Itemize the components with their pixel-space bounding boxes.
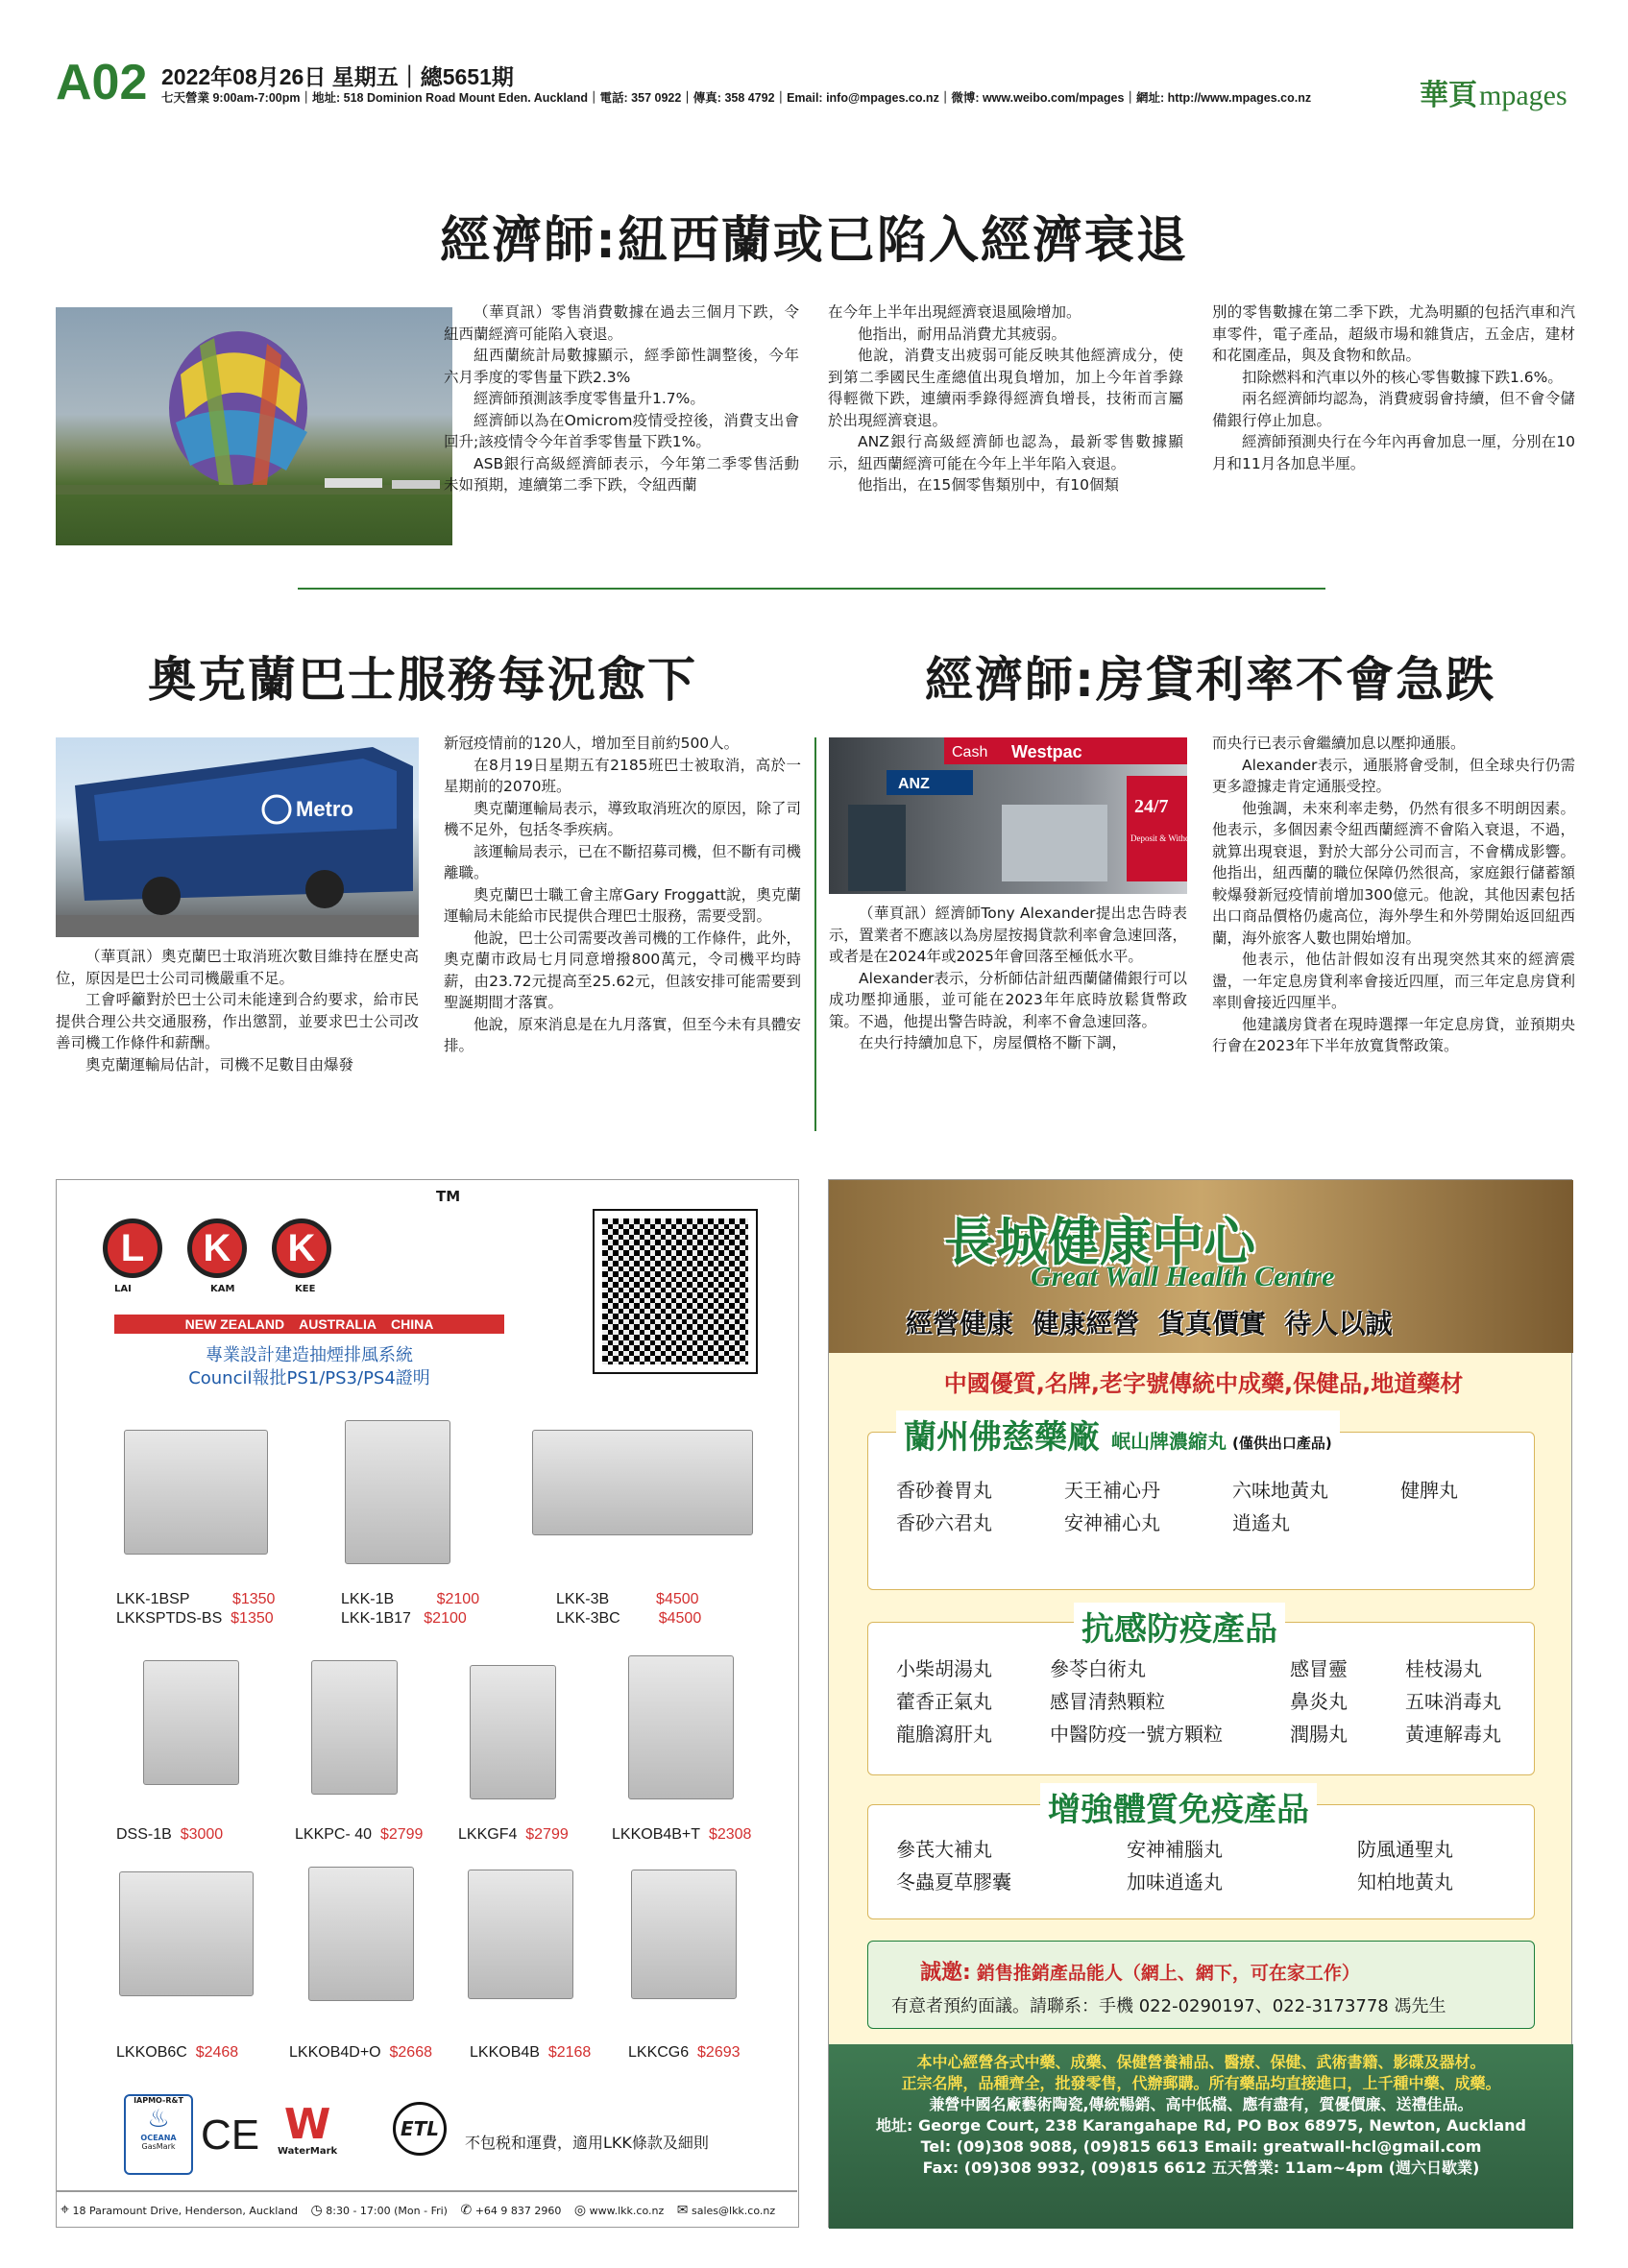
sign-247: 24/7 [1134,796,1169,817]
model-label: LKKOB4B+T [612,1826,701,1843]
article1-column-3 [1212,302,1575,474]
product-item: 知柏地黃丸 [1357,1870,1453,1894]
product-item: 感冒靈 [1290,1657,1348,1680]
article1-headline: 經濟師:紐西蘭或已陷入經濟衰退 [440,212,1188,270]
product-item: 藿香正氣丸 [896,1690,992,1713]
product-item: 龍膽瀉肝丸 [896,1723,992,1746]
price-label: $2693 [697,2044,741,2061]
cert-iapmo-label: IAPMO-R&T [134,2096,183,2105]
product-lkkcg6 [628,2044,741,2062]
product-image-lkkob4b [468,1870,573,1999]
product-item: 加味逍遙丸 [1127,1870,1223,1894]
paragraph: 工會呼籲對於巴士公司未能達到合約要求，給市民提供合理公共交通服務，作出懲罰，並要求巴士公司改善司機工作條件和薪酬。 [56,991,419,1051]
product-image-lkk-1b [345,1420,450,1564]
footer-phone[interactable]: +64 9 837 2960 [474,2205,562,2217]
product-image-lkkob4bt [628,1655,734,1799]
etl-cert-icon: ETL [393,2102,447,2156]
lkk-name-kee: KEE [295,1284,316,1294]
footer-hours: 8:30 - 17:00 (Mon - Fri) [326,2205,448,2217]
cert-watermark-label: WaterMark [278,2146,338,2157]
model-label: LKK-1BSP [116,1591,190,1607]
gw-section2-title: 抗感防疫產品 [1074,1603,1285,1650]
article2-column-1 [56,946,419,1075]
paragraph: 他說，消費支出疲弱可能反映其他經濟成分，使到第二季國民生產總值出現負增加，加上今年首季錄得輕微下跌，連續兩季錄得經濟負增長，技術而言屬於出現經濟衰退。 [828,347,1183,429]
lkk-advertisement [56,1179,799,2228]
anz-sign: ANZ [898,776,930,792]
product-lkk-1b17 [341,1610,467,1628]
lkk-tagline-2: Council報批PS1/PS3/PS4證明 [188,1368,430,1388]
article1-column-2 [828,302,1183,496]
product-item: 參芪大補丸 [896,1838,992,1861]
product-item: 天王補心丹 [1064,1479,1160,1502]
hot-air-balloon-photo [56,307,452,545]
balloon-image [56,307,452,545]
clock-icon: ◷ [310,2203,323,2218]
article3-column-1 [829,903,1187,1054]
paragraph: 他說，原來消息是在九月落實，但至今未有具體安排。 [444,1015,802,1054]
lkk-name-kam: KAM [210,1284,235,1294]
product-item: 桂枝湯丸 [1405,1657,1482,1680]
model-label: LKK-1B [341,1591,395,1607]
product-image-lkkob6c [119,1871,254,1996]
gasmark-cert-icon: IAPMO-R&T ♨ OCEANA GasMark [124,2094,193,2175]
logo-chinese: 華頁 [1420,80,1477,111]
paragraph: 而央行已表示會繼續加息以壓抑通脹。 [1212,735,1466,752]
product-image-lkk-3b [532,1430,753,1535]
product-image-lkkob4do [308,1867,414,2001]
price-label: $2308 [708,1826,752,1843]
paragraph: 經濟師預測該季度零售量升1.7%。 [474,390,705,407]
mpages-logo [1420,71,1567,113]
product-item: 六味地黃丸 [1232,1479,1328,1502]
lkk-letter-l: L [103,1218,162,1278]
product-item: 五味消毒丸 [1405,1690,1501,1713]
paragraph: ASB銀行高級經濟師表示，今年第二季零售活動未如預期，連續第二季下跌，令紐西蘭 [444,454,799,494]
recruit-text: 銷售推銷產品能人（網上、網下，可在家工作） [976,1963,1360,1984]
lkk-footer-rule [57,2190,797,2192]
ce-mark-icon: CE [201,2111,260,2159]
model-label: LKKOB4D+O [289,2044,381,2061]
paragraph: Alexander表示，分析師估計紐西蘭儲備銀行可以成功壓抑通脹，並可能在2023年年底時放鬆貨幣政策。不過，他提出警告時說，利率不會急速回落。 [829,969,1187,1030]
model-label: LKK-3B [556,1591,610,1607]
paragraph: 奧克蘭運輸局表示，導致取消班次的原因，除了司機不足外，包括冬季疾病。 [444,799,802,838]
gw-recruit-contact: 有意者預約面議。請聯系：手機 022-0290197、022-3173778 馮先生 [891,1996,1446,2016]
product-item: 安神補心丸 [1064,1511,1160,1534]
paragraph: 扣除燃料和汽車以外的核心零售數據下跌1.6%。 [1242,368,1563,386]
product-item: 香砂六君丸 [896,1511,992,1534]
model-label: LKK-3BC [556,1610,620,1627]
product-item: 黃連解毒丸 [1405,1723,1501,1746]
price-label: $2668 [389,2044,432,2061]
cash-sign: Cash [952,744,988,760]
section-divider [298,588,1325,590]
section-title-text: 蘭州佛慈藥廠 [904,1418,1100,1457]
contact-info-line: 七天營業 9:00am-7:00pm｜地址: 518 Dominion Road Mount Eden. Auckland｜電話: 357 0922｜傳真: 358 4792｜Email: info@mpages.co.nz｜微博: www.weibo.com/mpages｜網址: http://www.mpages.co.nz [161,91,1312,105]
article2-headline: 奧克蘭巴士服務每況愈下 [148,652,697,708]
bottom-line: 正宗名牌，品種齊全，批發零售，代辦郵購。所有藥品均直接進口，上千種中藥、成藥。 [901,2074,1501,2092]
cert-gasmark-label: GasMark [141,2142,176,2151]
paragraph: 他表示，他估計假如沒有出現突然其來的經濟震盪，一年定息房貸利率會接近四厘，而三年定息房貸利率則會接近四厘半。 [1212,951,1575,1011]
article1-column-1 [444,302,799,496]
product-image-lkkgf4 [470,1665,556,1799]
paragraph: 在8月19日星期五有2185班巴士被取消，高於一星期前的2070班。 [444,756,801,795]
recruit-label: 誠邀: [920,1961,971,1985]
product-image-dss-1b [143,1660,239,1785]
column-rule [814,737,816,1131]
product-item: 防風通聖丸 [1357,1838,1453,1861]
model-label: LKK-1B17 [341,1610,411,1627]
paragraph: 他建議房貸者在現時選擇一年定息房貸，並預期央行會在2023年下半年放寬貨幣政策。 [1212,1015,1575,1054]
product-lkkpc-40 [295,1826,423,1844]
logo-english: mpages [1479,80,1567,111]
gw-section1-title [896,1411,1340,1458]
great-wall-health-advertisement [828,1179,1572,2228]
paragraph: Alexander表示，通脹將會受制，但全球央行仍需更多證據走肯定通脹受控。 [1212,756,1575,795]
paragraph: 該運輸局表示，已在不斷招募司機，但不斷有司機離職。 [444,842,802,881]
bottom-line: Tel: (09)308 9088, (09)815 6613 Email: greatwall-hcl@gmail.com [920,2137,1482,2156]
westpac-sign: Westpac [1011,742,1082,761]
lkk-letter-k1: K [187,1218,247,1278]
gw-bottom-text [829,2052,1573,2179]
footer-address: 18 Paramount Drive, Henderson, Auckland [72,2205,299,2217]
model-label: DSS-1B [116,1826,172,1843]
page-number: A02 [56,55,148,110]
watermark-cert-icon: W WaterMark [278,2100,338,2157]
lkk-note: 不包税和運費，適用LKK條款及細則 [465,2134,709,2152]
product-item: 鼻炎丸 [1290,1690,1348,1713]
product-item: 冬蟲夏草膠囊 [896,1870,1011,1894]
bank-image [829,737,1209,894]
article2-column-2 [444,733,801,1057]
bus-image [56,737,419,937]
lkk-footer [57,2200,797,2219]
metro-bus-photo [56,737,419,937]
price-label: $1350 [231,1591,276,1607]
product-item: 逍遙丸 [1232,1511,1290,1534]
bottom-line: 地址: George Court, 238 Karangahape Rd, PO Box 68975, Newton, Auckland [875,2116,1527,2135]
product-lkk-1bsp [116,1591,275,1608]
phone-icon: ✆ [460,2203,473,2218]
product-lkk-1b [341,1591,479,1608]
product-item: 潤腸丸 [1290,1723,1348,1746]
price-label: $2799 [379,1826,424,1843]
bottom-line: Fax: (09)308 9932, (09)815 6612 五天營業: 11am~4pm (週六日歇業) [922,2159,1480,2177]
paragraph: 別的零售數據在第二季下跌，尤為明顯的包括汽車和汽車零件，電子產品，超級市場和雜貨店，五金店，建材和花園產品，與及食物和飲品。 [1212,303,1575,364]
product-item: 安神補腦丸 [1127,1838,1223,1861]
product-lkkob4b [470,2044,591,2062]
product-item: 中醫防疫一號方顆粒 [1050,1723,1223,1746]
price-label: $3000 [180,1826,224,1843]
article3-headline: 經濟師:房貸利率不會急跌 [925,652,1495,708]
paragraph: 紐西蘭統計局數據顯示，經季節性調整後，今年六月季度的零售量下跌2.3% [444,347,799,386]
paragraph: 在今年上半年出現經濟衰退風險增加。 [828,303,1081,321]
product-item: 小柴胡湯丸 [896,1657,992,1680]
price-label: $4500 [656,1591,699,1607]
gw-name-english: Great Wall Health Centre [1031,1261,1335,1292]
deposit-sign: Deposit & Withdrawal [1130,833,1209,843]
footer-website[interactable]: www.lkk.co.nz [589,2205,665,2217]
model-label: LKKCG6 [628,2044,690,2061]
paragraph: 他強調，未來利率走勢，仍然有很多不明朗因素。他表示，多個因素令紐西蘭經濟不會陷入衰退，不過，就算出現衰退，對於大部分公司而言，不會構成影響。他指出，紐西蘭的職位保障仍然很高，家庭銀行儲蓄額較爆發新冠疫情前增加300億元。他說，其他因素包括出口商品價格仍處高位，海外學生和外勞開始返回紐西蘭，海外旅客人數也開始增加。 [1212,799,1575,947]
lkk-letter-k2: K [272,1218,331,1278]
paragraph: 奧克蘭巴士職工會主席Gary Froggatt說，奧克蘭運輸局未能給市民提供合理巴士服務，需要受罰。 [444,885,801,925]
bottom-line: 本中心經營各式中藥、成藥、保健營養補品、醫療、保健、武術書籍、影碟及器材。 [916,2053,1486,2071]
model-label: LKKOB6C [116,2044,187,2061]
issue-date: 2022年08月26日 星期五｜總5651期 [161,64,514,89]
product-lkk-3bc [556,1610,701,1628]
product-item: 感冒清熱顆粒 [1050,1690,1165,1713]
price-label: $2100 [424,1610,467,1627]
paragraph: 他指出，耐用品消費尤其疲弱。 [858,325,1067,343]
product-image-lkk-1bsp [124,1430,268,1555]
location-pin-icon: ⌖ [61,2200,70,2218]
gw-section3-title: 增強體質免疫產品 [1040,1783,1317,1830]
paragraph: 兩名經濟師均認為，消費疲弱會持續，但不會令儲備銀行停止加息。 [1212,390,1575,429]
paragraph: （華頁訊）奧克蘭巴士取消班次數目維持在歷史高位，原因是巴士公司司機嚴重不足。 [56,948,419,987]
westpac-bank-photo [829,737,1209,894]
price-label: $2100 [436,1591,480,1607]
product-lkkob4bt [612,1826,751,1844]
globe-icon: ◎ [573,2203,587,2218]
cert-oceana-label: OCEANA [140,2134,177,2142]
product-item: 參苓白術丸 [1050,1657,1146,1680]
product-lkk-3b [556,1591,699,1608]
paragraph: 奧克蘭運輸局估計，司機不足數目由爆發 [85,1055,354,1074]
article3-column-2 [1212,733,1575,1057]
product-item: 健脾丸 [1400,1479,1458,1502]
paragraph: （華頁訊）經濟師Tony Alexander提出忠告時表示，置業者不應該以為房屋按揭貸款利率會急速回落，或者是在2024年或2025年會回落至極低水平。 [829,905,1187,965]
product-lkkob6c [116,2044,238,2062]
paragraph: 新冠疫情前的120人，增加至目前約500人。 [444,735,740,752]
bus-brand-text: Metro [296,797,353,821]
price-label: $2168 [547,2044,592,2061]
product-lkkob4do [289,2044,432,2062]
price-label: $2468 [195,2044,239,2061]
lkk-countries-bar: NEW ZEALAND AUSTRALIA CHINA [114,1315,504,1334]
paragraph: （華頁訊）零售消費數據在過去三個月下跌，令紐西蘭經濟可能陷入衰退。 [444,303,799,343]
paragraph: 他說，巴士公司需要改善司機的工作條件，此外，奧克蘭市政局七月同意增撥800萬元，令司機平均時薪，由23.72元提高至25.62元，但該安排可能需要到聖誕期間才落實。 [444,929,802,1011]
paragraph: 他指出，在15個零售類別中，有10個類 [858,476,1119,494]
product-item: 香砂養胃丸 [896,1479,992,1502]
price-label: $1350 [231,1610,274,1627]
product-image-lkkcg6 [631,1870,737,1999]
product-lkkgf4 [458,1826,569,1844]
gw-recruit-line [920,1956,1360,1986]
price-label: $4500 [658,1610,702,1627]
product-dss-1b [116,1826,223,1844]
section-subtitle: 岷山牌濃縮丸 [1111,1430,1227,1453]
paragraph: ANZ銀行高級經濟師也認為，最新零售數據顯示，紐西蘭經濟可能在今年上半年陷入衰退。 [828,433,1183,472]
lkk-tagline-1: 專業設計建造抽煙排風系統 [206,1345,413,1365]
model-label: LKKPC- 40 [295,1826,373,1843]
paragraph: 經濟師預測央行在今年內再會加息一厘，分別在10月和11月各加息半厘。 [1212,433,1575,472]
footer-email[interactable]: sales@lkk.co.nz [691,2205,776,2217]
qr-code[interactable] [595,1211,756,1372]
section-note: (僅供出口產品) [1232,1435,1332,1452]
product-image-lkkpc-40 [311,1660,398,1795]
gw-name-chinese: 長城健康中心 [944,1212,1255,1272]
price-label: $2799 [525,1826,569,1843]
paragraph: 經濟師以為在Omicrom疫情受控後，消費支出會回升;該疫情令今年首季零售量下跌1%。 [444,411,799,450]
bottom-line: 兼營中國名廠藝術陶瓷,傳統暢銷、高中低檔、應有盡有，質優價廉、送禮佳品。 [929,2095,1473,2113]
model-label: LKKOB4B [470,2044,540,2061]
gw-slogan: 經營健康 健康經營 貨真價實 待人以誠 [906,1308,1393,1339]
trademark: TM [436,1188,461,1205]
gw-intro: 中國優質,名牌,老字號傳統中成藥,保健品,地道藥材 [943,1370,1464,1397]
lkk-name-lai: LAI [114,1284,132,1294]
paragraph: 在央行持續加息下，房屋價格不斷下調， [859,1034,1128,1051]
model-label: LKKSPTDS-BS [116,1610,223,1627]
model-label: LKKGF4 [458,1826,518,1843]
product-lkkSPTDS-BS [116,1610,274,1628]
email-icon: ✉ [676,2203,689,2218]
